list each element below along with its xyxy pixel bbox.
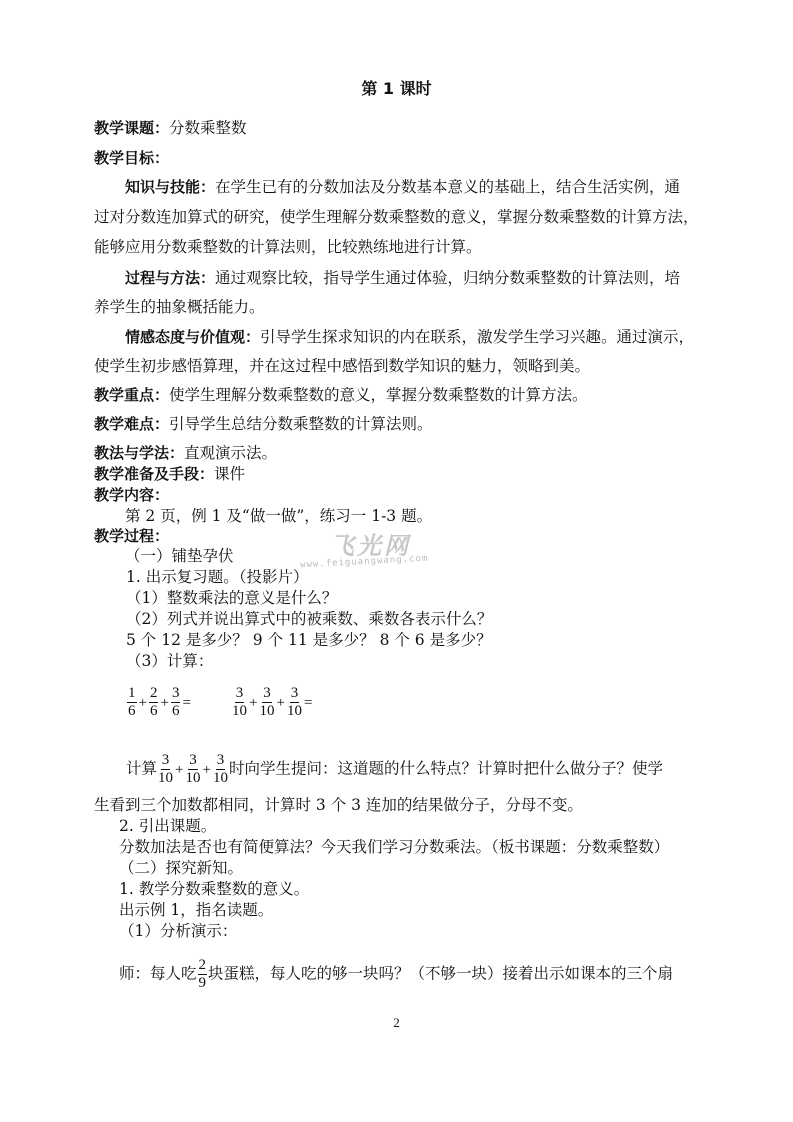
teacher-prefix: 师：每人吃 bbox=[119, 964, 197, 983]
emotion-line-1 bbox=[125, 327, 694, 347]
difficulty-line bbox=[94, 414, 433, 434]
intro-item: 2. 引出课题。 bbox=[119, 817, 217, 835]
procedure-label: 教学过程： bbox=[94, 527, 170, 545]
emotion-line-2: 使学生初步感悟算理，并在这过程中感悟到数学知识的魅力，领略到美。 bbox=[94, 357, 591, 375]
meaning-item: 1. 教学分数乘整数的意义。 bbox=[119, 880, 310, 898]
lesson-title: 第 1 课时 bbox=[361, 79, 432, 98]
equals-sign: = bbox=[303, 694, 313, 711]
process-line-1 bbox=[125, 268, 680, 288]
knowledge-text-1: 在学生已有的分数加法及分数基本意义的基础上，结合生活实例，通 bbox=[215, 178, 681, 196]
preparation-value: 课件 bbox=[214, 465, 246, 483]
knowledge-line-2: 过对分数连加算式的研究，使学生理解分数乘整数的意义，掌握分数乘整数的计算方法， bbox=[94, 208, 699, 226]
plus-sign: + bbox=[276, 694, 285, 711]
watermark bbox=[299, 526, 429, 571]
question-2-examples: 5 个 12 是多少？ 9 个 11 是多少？ 8 个 6 是多少？ bbox=[126, 631, 492, 649]
fraction: $\frac{3}{10}$ bbox=[259, 685, 275, 719]
fraction: $\frac{2}{9}$ bbox=[198, 957, 207, 991]
process-text-1: 通过观察比较，指导学生通过体验，归纳分数乘整数的计算法则，培 bbox=[215, 269, 681, 287]
fraction: $\frac{3}{10}$ bbox=[232, 685, 247, 719]
method-value: 直观演示法。 bbox=[184, 444, 278, 462]
fraction: $\frac{3}{10}$ bbox=[185, 752, 201, 786]
page-number: 2 bbox=[393, 1015, 400, 1030]
content-heading bbox=[94, 485, 169, 505]
difficulty-value: 引导学生总结分数乘整数的计算法则。 bbox=[169, 415, 433, 433]
method-label: 教法与学法： bbox=[94, 444, 185, 462]
emotion-label: 情感态度与价值观： bbox=[125, 328, 261, 346]
plus-sign: + bbox=[249, 694, 258, 711]
objectives-heading bbox=[94, 148, 169, 168]
ask-line-2: 生看到三个加数都相同，计算时 3 个 3 连加的结果做分子，分母不变。 bbox=[94, 796, 583, 814]
question-3: （3）计算： bbox=[126, 652, 214, 670]
knowledge-line-1 bbox=[125, 177, 680, 197]
teacher-suffix: 块蛋糕，每人吃的够一块吗？（不够一块）接着出示如课本的三个扇 bbox=[208, 964, 674, 983]
preparation-line bbox=[94, 464, 245, 484]
ask-suffix: 时向学生提问：这道题的什么特点？计算时把什么做分子？使学 bbox=[228, 759, 663, 778]
topic-label: 教学课题： bbox=[94, 119, 170, 137]
teacher-line bbox=[119, 957, 673, 992]
fraction: $\frac{3}{6}$ bbox=[171, 685, 180, 719]
preparation-label: 教学准备及手段： bbox=[94, 465, 215, 483]
difficulty-label: 教学难点： bbox=[94, 415, 170, 433]
knowledge-label: 知识与技能： bbox=[125, 178, 216, 196]
equals-sign: = bbox=[182, 694, 191, 711]
emotion-text-1: 引导学生探求知识的内在联系，激发学生学习兴趣。通过演示， bbox=[260, 328, 695, 346]
content-label: 教学内容： bbox=[94, 486, 170, 504]
knowledge-line-3: 能够应用分数乘整数的计算法则，比较熟练地进行计算。 bbox=[94, 238, 482, 256]
plus-sign: + bbox=[160, 694, 169, 711]
fraction: $\frac{3}{10}$ bbox=[158, 752, 174, 786]
calc-expression-2 bbox=[231, 685, 313, 720]
fraction: $\frac{3}{10}$ bbox=[286, 685, 302, 719]
section-2-heading: （二）探究新知。 bbox=[119, 859, 244, 877]
content-value: 第 2 页，例 1 及“做一做”，练习一 1-3 题。 bbox=[125, 507, 433, 525]
plus-sign: + bbox=[138, 694, 147, 711]
fraction: $\frac{2}{6}$ bbox=[149, 685, 158, 719]
topic-value: 分数乘整数 bbox=[169, 119, 247, 137]
review-item: 1. 出示复习题。（投影片） bbox=[126, 568, 309, 586]
process-label: 过程与方法： bbox=[125, 269, 216, 287]
watermark-logo: 飞光网 bbox=[330, 532, 411, 560]
question-2: （2）列式并说出算式中的被乘数、乘数各表示什么？ bbox=[126, 610, 493, 628]
key-point-line bbox=[94, 385, 588, 405]
calc-expression-1 bbox=[126, 685, 192, 720]
ask-line-1: 计算 $\frac{3}{10}$ + $\frac{3}{10}$ + $\frac{3}{10}$ 时向学生提问：这道题的什么特点？计算时把什么做分子？使学 bbox=[126, 752, 663, 786]
question-1: （1）整数乘法的意义是什么？ bbox=[126, 589, 338, 607]
fraction: $\frac{1}{6}$ bbox=[128, 685, 136, 719]
ask-prefix: 计算 bbox=[126, 759, 158, 778]
procedure-heading bbox=[94, 526, 169, 546]
example-line: 出示例 1，指名读题。 bbox=[119, 901, 274, 919]
intro-text: 分数加法是否也有简便算法？今天我们学习分数乘法。（板书课题：分数乘整数） bbox=[119, 838, 670, 856]
key-point-value: 使学生理解分数乘整数的意义，掌握分数乘整数的计算方法。 bbox=[169, 386, 588, 404]
watermark-url: www.feiguangwang.com bbox=[299, 553, 429, 571]
process-line-2: 养学生的抽象概括能力。 bbox=[94, 298, 265, 316]
fraction: $\frac{3}{10}$ bbox=[212, 752, 228, 786]
topic-line bbox=[94, 118, 247, 138]
key-point-label: 教学重点： bbox=[94, 386, 170, 404]
section-1-heading: （一）铺垫孕伏 bbox=[125, 547, 234, 565]
objectives-label: 教学目标： bbox=[94, 149, 170, 167]
method-line bbox=[94, 443, 277, 463]
analysis-line: （1）分析演示： bbox=[119, 922, 238, 940]
